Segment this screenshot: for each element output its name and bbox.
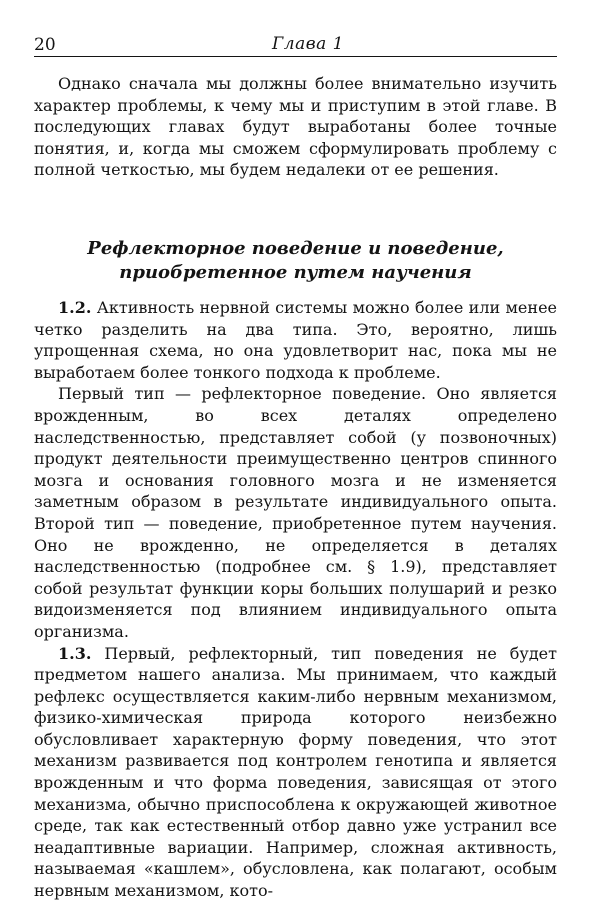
chapter-title: Глава 1 bbox=[272, 34, 344, 54]
running-header bbox=[34, 32, 557, 57]
page-number: 20 bbox=[34, 35, 56, 55]
section-1-3-paragraph bbox=[34, 643, 557, 902]
first-type-paragraph: Первый тип — рефлекторное поведение. Оно является врожденным, во всех деталях определено наследственностью, представляет собой (у позвоночных) продукт деятельности преимущественно центров спинного мозга и основания головного мозга и не изменяется заметным образом в результате индивидуального опыта. Второй тип — поведение, приобретенное путем научения. Оно не врожденно, не определяется в деталях наследственностью (подробнее см. § 1.9), представляет собой результат функции коры больших полушарий и резко видоизменяется под влиянием индивидуального опыта организма. bbox=[34, 384, 557, 641]
section-heading bbox=[34, 237, 557, 285]
section-1-3-number: 1.3. bbox=[58, 643, 92, 663]
section-1-3-text: Первый, рефлекторный, тип поведения не будет предметом нашего анализа. Мы принимаем, что каждый рефлекс осуществляется каким-либо нервным механизмом, физико-химическая природа которого неизбежно обусловливает характерную форму поведения, что этот механизм развивается под контролем генотипа и является врожденным и что форма поведения, зависящая от этого механизма, обычно приспособлена к окружающей животное среде, так как естественный отбор давно уже устранил все неадаптивные вариации. Например, сложная активность, называемая «кашлем», обусловлена, как полагают, особым нервным механизмом, кото- bbox=[34, 643, 558, 901]
section-1-2-paragraph bbox=[34, 297, 557, 383]
intro-paragraph: Однако сначала мы должны более внимательно изучить характер проблемы, к чему мы и приступим в этой главе. В последующих главах будут выработаны более точные понятия, и, когда мы сможем сформулировать проблему с полной четкостью, мы будем недалеки от ее решения. bbox=[34, 74, 557, 180]
section-heading-line-2: приобретенное путем научения bbox=[119, 262, 472, 283]
sections-block bbox=[34, 297, 557, 902]
section-1-2-text: Активность нервной системы можно более или менее четко разделить на два типа. Это, вероятно, лишь упрощенная схема, но она удовлетворит нас, пока мы не выработаем более тонкого подхода к проблеме. bbox=[34, 298, 558, 382]
intro-block bbox=[34, 73, 557, 181]
section-1-2-number: 1.2. bbox=[58, 298, 92, 317]
section-heading-line-1: Рефлекторное поведение и поведение, bbox=[87, 238, 504, 259]
book-page bbox=[34, 0, 557, 922]
